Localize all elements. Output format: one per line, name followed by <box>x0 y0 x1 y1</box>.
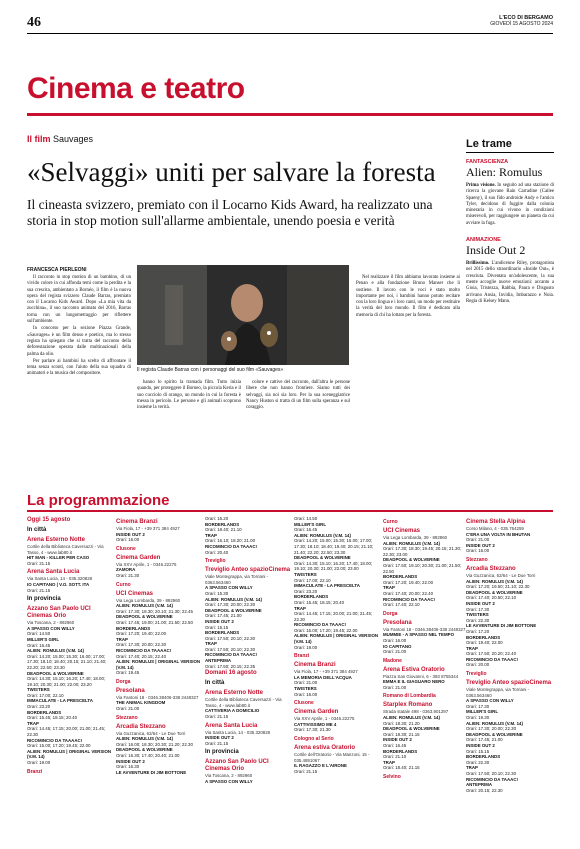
listing-showtimes: Orari: 21.00 <box>383 649 407 655</box>
listing-showtimes: Orari: 17.30; 20.00; 22.30 <box>466 726 517 732</box>
listing-film-title[interactable]: RICOMINCIO DA TAAAC! <box>383 596 435 602</box>
listing-film-title[interactable]: LE AVVENTURE DI JIM BOTTONE <box>116 769 187 775</box>
sidebar-item[interactable] <box>466 159 554 227</box>
listing-film-title[interactable]: A SPASSO CON WILLY <box>27 625 75 631</box>
listing-showtimes: Orari: 16.10; 18.20; 21.00 <box>205 538 256 544</box>
listing-town: Curno <box>383 519 398 525</box>
listing-showtimes: Orari: 19.30 <box>466 715 490 721</box>
photo-image <box>137 265 349 365</box>
listing-film-title[interactable]: IO CAPITANO <box>383 643 412 649</box>
paragraph: Nel realizzare il film abbiamo lavorato insieme ai Penan e alla fondazione Bruno Manser che li sostiene. Il lavoro con le voci è stato molto importante per noi, i bambini hanno potuto recitare con la loro lingua e i loro canti, un modo per restituire la verità del loro mondo. Il film è dedicato alla memoria di chi ha lottato per la foresta. <box>356 275 460 318</box>
listing-film-title[interactable]: TRAP <box>27 720 39 726</box>
sidebar-item-category: ANIMAZIONE <box>466 237 501 244</box>
listing-showtimes: Orari: 14.50 <box>27 631 51 637</box>
article-deck: Il cineasta svizzero, premiato con il Locarno Kids Award, ha realizzato una storia in stop motion sull'allarme ambientale, unendo poesia e verità <box>27 197 433 228</box>
paragraph: hanno lo spirito la tramada film. Tutto inizia quando, per proteggere il Borneo, la piccola Keria e il suo cucciolo di orango, un mondo in cui la foresta è messa in pericolo. Le persone e gli animali scoprono insieme la verità. <box>137 380 241 411</box>
listing-showtimes: Orari: 16.45 <box>27 642 51 648</box>
article-column-4 <box>356 275 460 470</box>
listing-film-title[interactable]: RICOMINCIO DA TAAAAC! <box>27 737 83 743</box>
listing-showtimes: Orari: 14.45; 17.15; 20.00; 21.00; 21.45; 22.30 <box>294 611 373 622</box>
listing-showtimes: Orari: 23.20 <box>294 588 318 594</box>
listing-cinema[interactable]: Treviglio Anteo spazioCinema <box>466 680 552 687</box>
listing-film-title[interactable]: DEADPOOL & WOLVERINE <box>116 614 173 620</box>
listing-town: Dorga <box>116 678 131 685</box>
listing-showtimes: Orari: 17.40; 20.15; 22.40 <box>116 653 167 659</box>
page-header <box>27 15 553 31</box>
listing-film-title[interactable]: ALIEN: ROMULUS | ORIGINAL VERSION (V.M. 14) <box>116 659 201 670</box>
listing-film-title[interactable]: TRAP <box>383 759 395 765</box>
listing-showtimes: Orari: 17.30 <box>466 606 490 612</box>
listing-town: Curno <box>116 581 131 588</box>
listing-address: Via Fiola, 17 - +39 371 384 4927 <box>116 526 180 531</box>
listing-address: Via Santa Lucia, 14 - 035.320828 <box>27 576 93 582</box>
listing-showtimes: Orari: 17.20; 19.40; 22.00 <box>116 631 167 637</box>
listing-town: Dorga <box>383 610 398 617</box>
listing-showtimes: Orari: 14.45; 17.15; 20.00; 21.00; 21.45; 22.30 <box>27 726 106 738</box>
listing-showtimes: Orari: 17.30; 18.30; 19.45; 20.15; 21.30; 22.30; 23.00 <box>383 546 462 557</box>
listing-town: Stezzano <box>116 714 138 721</box>
section-title: Cinema e teatro <box>27 72 245 105</box>
listing-showtimes: Orari: 21.00 <box>466 537 490 543</box>
article-kicker <box>27 134 93 144</box>
listings-column <box>27 516 113 775</box>
listing-film-title[interactable]: LA MEMORIA DELL'ACQUA <box>294 674 352 680</box>
listing-film-title[interactable]: INSIDE OUT 2 <box>466 542 495 548</box>
listing-showtimes: Orari: 17.30 <box>466 703 490 709</box>
listing-showtimes: Orari: 22.30 <box>466 617 490 623</box>
listing-town: Romano di Lombardia <box>383 693 436 700</box>
listing-town: Clusone <box>294 700 314 707</box>
listing-film-title[interactable]: INSIDE OUT 2 <box>205 618 234 624</box>
listing-address: Via Fantoni 18 - 0346.38406-338 2448327 <box>116 694 199 700</box>
listing-film-title[interactable]: DEADPOOL & WOLVERINE <box>383 726 440 732</box>
listing-showtimes: Orari: 15.15 <box>466 748 490 754</box>
listing-film-title[interactable]: BORDERLANDS <box>383 574 418 580</box>
listing-showtimes: Orari: 17.50; 19.10; 20.30; 21.00; 21.50; 22.50 <box>383 562 462 574</box>
listing-film-title[interactable]: DEADPOOL & WOLVERINE <box>205 607 262 613</box>
sidebar-item[interactable] <box>466 237 554 305</box>
listing-address: Corso Milano, 4 - 035.764259 <box>466 526 524 531</box>
listing-showtimes: Orari: 18.30; 21.15 <box>383 731 420 737</box>
listing-film-title[interactable]: RICOMINCIO DA TAAAC! <box>294 622 346 628</box>
listing-showtimes: Orari: 16.45 <box>294 527 318 533</box>
listing-town: Treviglio <box>205 558 226 565</box>
sidebar-heading: Le trame <box>466 138 554 153</box>
listing-address: Viale Montegrappa, via Torriani - 0363.563460 <box>205 574 269 585</box>
listing-showtimes: Orari: 15.45; 18.15; 20.40 <box>27 715 78 721</box>
listing-cinema[interactable]: UCI Cinemas <box>116 590 154 597</box>
listing-showtimes: Orari: 18.40; 21.15 <box>383 765 420 771</box>
listing-cinema[interactable]: Presolana <box>116 687 145 694</box>
listing-address: Via Guzzanica, 62/64 - Le Due Torri <box>466 572 536 578</box>
listing-showtimes: Orari: 16.20 <box>205 516 229 521</box>
listing-film-title[interactable]: DEADPOOL & WOLVERINE <box>294 555 351 561</box>
article-column-1 <box>27 275 131 465</box>
paper-name: L'ECO DI BERGAMO <box>499 15 553 21</box>
listing-region: In provincia <box>27 596 61 603</box>
listing-cinema[interactable]: Treviglio Anteo spazioCinema <box>205 567 291 574</box>
listing-address: Via Fantoni 18 - 0346.38406-338 2448327 <box>383 626 466 632</box>
listing-film-title[interactable]: INSIDE OUT 2 <box>466 600 495 606</box>
listing-showtimes: Orari: 21.15 <box>205 740 229 746</box>
listing-region: In città <box>27 527 47 533</box>
listing-film-title[interactable]: DEADPOOL & WOLVERINE <box>383 557 440 563</box>
listing-film-title[interactable]: ALIEN: ROMULUS (V.M. 14) <box>116 603 173 609</box>
listing-showtimes: Orari: 14.30; 15.10; 16.20; 17.40; 18.00; 19.10; 20.30; 21.00; 22.00; 23.00 <box>294 560 373 572</box>
listing-film-title[interactable]: BORDERLANDS <box>383 748 418 754</box>
listing-address: Cortile dell'Oratorio - Via Manzoni, 15 - 035.4891067 <box>294 752 370 763</box>
listing-showtimes: Orari: 19.00 <box>27 760 51 765</box>
listing-cinema[interactable]: Arena Santa Lucia <box>27 569 80 576</box>
kicker-text: Sauvages <box>53 134 94 144</box>
listing-address: Via Fiola, 17 - +39 371 384 4927 <box>294 669 358 675</box>
listing-town: Branzi <box>294 653 310 660</box>
listing-showtimes: Orari: 17.50; 20.20; 22.40 <box>466 651 517 657</box>
listing-showtimes: Orari: 17.50; 20.10; 22.30 <box>466 770 517 776</box>
listing-address: Via Lega Lombarda, 39 - 892960 <box>383 535 448 540</box>
listing-film-title[interactable]: THE ANIMAL KINGDOM <box>116 700 166 706</box>
listing-address: Via Santa Lucia, 14 - 035.320828 <box>205 729 271 735</box>
listing-showtimes: Orari: 15.30 <box>205 590 229 596</box>
listing-cinema[interactable]: Starplex Romano <box>383 702 433 709</box>
listing-showtimes: Orari: 18.30; 21.20 <box>383 720 420 726</box>
listing-film-title[interactable]: TRAP <box>466 765 478 771</box>
listing-film-title[interactable]: ALIEN: ROMULUS (V.M. 14) <box>466 720 523 726</box>
listing-showtimes: Orari: 18.40; 21.10 <box>205 527 242 533</box>
listing-film-title[interactable]: TRAP <box>205 641 217 647</box>
listing-film-title[interactable]: ANTEPRIMA <box>205 658 232 664</box>
listing-cinema[interactable]: Cinema Garden <box>294 709 339 716</box>
listing-town: Branzi <box>27 768 43 775</box>
listing-film-title[interactable]: BORDERLANDS <box>466 634 501 640</box>
listing-showtimes: Orari: 21.00 <box>294 680 318 686</box>
listing-showtimes: Orari: 21.15 <box>294 768 318 774</box>
listing-film-title[interactable]: TRAP <box>383 585 395 591</box>
listing-cinema[interactable]: Cinema Branzi <box>294 662 336 669</box>
listing-town: Stezzano <box>466 556 488 563</box>
sidebar-item-category: FANTASCIENZA <box>466 159 509 165</box>
listing-film-title[interactable]: TWISTERS <box>466 612 489 618</box>
section-rule <box>27 113 553 116</box>
listing-film-title[interactable]: TWISTERS <box>27 687 50 693</box>
listing-cinema[interactable]: Arena Estiva Oratorio <box>383 666 445 673</box>
listing-film-title[interactable]: BORDERLANDS <box>205 521 240 527</box>
listing-showtimes: Orari: 23.20 <box>27 704 51 710</box>
listing-showtimes: Orari: 21.15 <box>27 587 51 593</box>
listing-showtimes: Orari: 17.50; 20.10; 22.30 <box>205 635 256 641</box>
listing-film-title[interactable]: ALIEN: ROMULUS (V.M. 14) <box>383 540 440 546</box>
listing-film-title[interactable]: MUMMIE - A SPASSO NEL TEMPO <box>383 632 454 638</box>
listing-showtimes: Orari: 17.45; 21.00 <box>205 613 242 619</box>
listing-address: Cortile della Biblioteca Caversazzi - Via Tasso, 4 - www.lab80.it <box>205 697 282 708</box>
listing-showtimes: Orari: 14.30; 15.10; 16.20; 17.40; 18.00; 19.10; 20.30; 21.00; 22.00; 23.20 <box>27 676 106 687</box>
listing-showtimes: Orari: 17.40; 20.50; 22.10 <box>466 595 517 601</box>
listings-column <box>294 516 380 774</box>
listing-showtimes: Orari: 14.20; 15.00; 15.30; 16.00; 17.00; 17.30; 18.10; 18.40; 19.40; 20.15; 21.10; 21.40; 22.20; 22.50; 23.30 <box>294 538 374 555</box>
listing-region: In città <box>205 680 225 687</box>
listing-town: Cologno al Serio <box>294 736 334 742</box>
listing-showtimes: Orari: 21.00 <box>383 684 407 690</box>
sidebar-item-text: L'andicenne Riley, protagonista nel 2015 dello straordinario «Inside Out», è cresciuta. Diventata un'adolescente, la sua mente accoglie nuove emozioni: accanto a Gioia, Tristezza, Rabbia, Paura e Disgusto arrivano Ansia, Invidia, Imbarazzo e Noia. Regia di Kelsey Mann. <box>466 261 554 304</box>
listing-film-title[interactable]: IL RAGAZZO E L'AIRONE <box>294 763 347 769</box>
listing-showtimes: Orari: 19.40; 22.00 <box>466 640 503 646</box>
listing-film-title[interactable]: INSIDE OUT 2 <box>466 743 495 748</box>
listing-film-title[interactable]: ALIEN: ROMULUS (V.M. 14) <box>27 648 84 654</box>
listing-film-title[interactable]: TRAP <box>294 605 306 611</box>
listing-showtimes: Orari: 20.15; 22.30 <box>466 787 503 793</box>
sidebar-item-body <box>466 183 554 227</box>
listing-showtimes: Orari: 21.15 <box>205 714 229 720</box>
listing-film-title[interactable]: RICOMINCIO DA TAAAC! <box>466 656 518 662</box>
listing-showtimes: Orari: 17.00; 22.10 <box>294 577 331 583</box>
listing-film-title[interactable]: INSIDE OUT 2 <box>383 737 412 743</box>
listing-cinema[interactable]: Arena Santa Lucia <box>205 722 258 729</box>
listing-cinema[interactable]: Azzano San Paolo UCI Cinemas Orio <box>27 606 91 620</box>
listing-showtimes: Orari: 17.45; 19.00; 21.00; 21.50; 22.50 <box>116 619 193 625</box>
listing-region: In provincia <box>205 749 239 756</box>
article-photo[interactable] <box>137 265 349 365</box>
listing-cinema[interactable]: Arcadia Stezzano <box>116 723 166 730</box>
listing-film-title[interactable]: TWISTERS <box>294 571 317 577</box>
listing-showtimes: Orari: 14.20; 15.00; 15.30; 16.00; 17.00; 17.30; 18.10; 18.40; 20.15; 21.10; 21.40; 22.20; 22.50; 23.30 <box>27 653 107 670</box>
listing-film-title[interactable]: A SPASSO CON WILLY <box>466 698 514 704</box>
listing-cinema[interactable]: Arena Esterno Notte <box>27 537 86 543</box>
listing-cinema[interactable]: Cinema Stella Alpina <box>466 519 526 525</box>
listing-showtimes: Orari: 20.40 <box>205 549 229 555</box>
sidebar-item-lead: Prima visione. <box>466 183 496 188</box>
listing-film-title[interactable]: DEADPOOL & WOLVERINE <box>466 731 523 737</box>
listing-film-title[interactable]: ANTEPRIMA <box>466 782 493 788</box>
listing-address: Via Toscana, 2 - 892960 <box>205 773 253 779</box>
listing-film-title[interactable]: BORDERLANDS <box>116 625 151 631</box>
listing-film-title[interactable]: MILLER'S GIRL <box>27 636 60 642</box>
listing-film-title[interactable]: CATTIVISSIMO ME 4 <box>294 721 337 727</box>
listing-address: Via XXV Aprile, 1 - 0346.22275 <box>294 716 355 722</box>
sidebar-item-title[interactable]: Inside Out 2 <box>466 243 526 258</box>
header-rule <box>27 33 553 34</box>
listing-showtimes: Orari: 17.50; 20.15; 22.35 <box>205 663 256 669</box>
listing-showtimes: Orari: 21.00 <box>116 706 140 712</box>
listing-film-title[interactable]: CATTIVERIA A DOMICILIO <box>205 708 260 714</box>
listing-film-title[interactable]: ZAMORA <box>116 567 136 573</box>
listing-film-title[interactable]: A SPASSO CON WILLY <box>205 585 253 591</box>
page-number: 46 <box>27 15 41 30</box>
listings-column <box>466 516 552 793</box>
listing-address: Via Toscana, 2 - 892960 <box>27 620 75 626</box>
listing-film-title[interactable]: DEADPOOL & WOLVERINE <box>116 747 173 753</box>
listing-town: Treviglio <box>466 671 487 678</box>
listing-showtimes: Orari: 17.20; 19.50; 21.10; 22.30 <box>466 584 530 590</box>
listing-showtimes: Orari: 17.40; 22.10 <box>383 602 420 608</box>
listing-film-title[interactable]: RICOMINCIO DA TAAAAC! <box>116 647 172 653</box>
listing-film-title[interactable]: ALIEN: ROMULUS (V.M. 14) <box>294 532 351 538</box>
listing-showtimes: Orari: 15.15 <box>205 624 229 630</box>
listings-title: La programmazione <box>27 492 170 509</box>
listing-film-title[interactable]: IMMACULATE - LA PRESCELTA <box>294 583 360 589</box>
article-column-3 <box>246 380 350 470</box>
listing-address: Via XXV Aprile, 1 - 0346.22275 <box>116 561 177 567</box>
listing-film-title[interactable]: BORDERLANDS <box>205 630 240 636</box>
sidebar-item-title[interactable]: Alien: Romulus <box>466 165 543 179</box>
listing-film-title[interactable]: DEADPOOL & WOLVERINE <box>466 589 523 595</box>
listing-showtimes: Orari: 15.00; 17.20; 19.45; 22.00 <box>294 627 358 633</box>
listing-film-title[interactable]: TRAP <box>116 636 128 642</box>
photo-caption: Il regista Claude Barras con i personaggi del suo film «Sauvages» <box>137 367 284 373</box>
listing-film-title[interactable]: RICOMINCIO DA TAAAC! <box>205 652 257 658</box>
listing-film-title[interactable]: RICOMINCIO DA TAAAC! <box>205 543 257 549</box>
sidebar-item-body <box>466 261 554 305</box>
listing-showtimes: Orari: 15.00; 17.20; 19.45; 22.00 <box>27 743 91 749</box>
article-headline[interactable]: «Selvaggi» uniti per salvare la foresta <box>27 157 436 187</box>
listing-town: Madone <box>383 657 402 664</box>
listings-column <box>205 516 291 785</box>
listing-cinema[interactable]: Arena estiva Oratorio <box>294 745 356 751</box>
listing-film-title[interactable]: IMMACULATE - LA PRESCELTA <box>27 698 93 704</box>
listing-film-title[interactable]: INSIDE OUT 2 <box>116 758 145 764</box>
listing-film-title[interactable]: RICOMINCIO DA TAAAC! <box>466 776 518 782</box>
listing-town: Selvino <box>383 774 401 780</box>
listing-address: Via Lega Lombarda, 39 - 892960 <box>116 597 181 603</box>
listing-film-title[interactable]: BORDERLANDS <box>466 754 501 760</box>
listing-cinema[interactable]: UCI Cinemas <box>383 528 421 534</box>
listing-showtimes: Orari: 17.30; 20.00; 22.30 <box>116 642 167 648</box>
listings-column <box>116 516 202 775</box>
listing-showtimes: Orari: 22.30 <box>466 759 490 765</box>
listing-film-title[interactable]: IO CAPITANO | V.O. SOTT. ITA <box>27 581 90 587</box>
listing-cinema[interactable]: Cinema Branzi <box>116 519 158 525</box>
listing-showtimes: Orari: 21.10 <box>383 754 407 760</box>
listing-showtimes: Orari: 19.00 <box>294 644 318 650</box>
listing-showtimes: Orari: 17.50; 20.10; 22.30 <box>205 646 256 652</box>
listing-cinema[interactable]: Azzano San Paolo UCI Cinemas Orio <box>205 759 269 773</box>
listing-showtimes: Orari: 16.00 <box>116 537 140 543</box>
paragraph: Per parlare ai bambini ha scelto di affrontare il tema senza sconti, con l'aiuto della sua squadra di animatori e la musica del compositore. <box>27 358 131 377</box>
listing-address: Strada statale 498 - 0363.901297 <box>383 709 449 715</box>
listing-showtimes: Orari: 16.45 <box>383 743 407 749</box>
listing-film-title[interactable]: ALIEN: ROMULUS | ORIGINAL VERSION (V.M. 14) <box>294 633 379 645</box>
listing-showtimes: Orari: 16.30; 17.40; 20.40; 21.00 <box>116 753 180 759</box>
listing-film-title[interactable]: MILLER'S GIRL <box>466 709 499 715</box>
listing-showtimes: Orari: 14.50 <box>294 516 318 521</box>
listing-showtimes: Orari: 20.00 <box>466 662 490 668</box>
listing-film-title[interactable]: ALIEN: ROMULUS (V.M. 14) <box>466 578 523 584</box>
listing-film-title[interactable]: DEADPOOL & WOLVERINE <box>27 670 84 676</box>
paragraph: In concorso per la sezione Piazza Grande, «Sauvages» è un film denso e poetico, ma lo stesso regista ha spiegato che si tratta del racconto della deforestazione operata dalle multinazionali della palma da olio. <box>27 326 131 357</box>
listing-film-title[interactable]: TWISTERS <box>294 686 317 692</box>
listings-rule <box>27 510 553 512</box>
listing-film-title[interactable]: HIT MAN - KILLER PER CASO <box>27 555 90 561</box>
listing-town: Clusone <box>116 545 136 552</box>
sidebar-item-lead: Brillissimo. <box>466 261 490 267</box>
listing-showtimes: Orari: 17.45; 21.00 <box>466 737 503 743</box>
masthead <box>490 15 553 27</box>
listing-cinema[interactable]: Arcadia Stezzano <box>466 565 516 572</box>
listing-showtimes: Orari: 17.30; 20.00; 22.30 <box>205 602 256 608</box>
listing-showtimes: Orari: 17.30; 21.30 <box>294 727 331 733</box>
paragraph: colore e cattive del racconto, dall'altra le persone libere che non hanno frontiere. Siamo tutti dei selvaggi, sia noi sia loro. Per la sua sceneggiatrice Nancy Huston si tratta di un film sulla speranza e sul coraggio. <box>246 380 350 411</box>
article-column-2 <box>137 380 241 470</box>
listing-showtimes: Orari: 21.15 <box>27 560 51 566</box>
issue-date: GIOVEDÌ 15 AGOSTO 2024 <box>490 21 553 27</box>
listing-film-title[interactable]: EMMA E IL GIAGUARO NERO <box>383 679 445 685</box>
paragraph: Il racconto in stop motion di un bambino, di un vivido colore in cui affonda temi come la perdita e la sua crescita, ambientato a Bornéo, il film è la nuova opera del regista svizzero Claude Barras, premiato con il Locarno Kids Award. Dopo «La mia vita da zucchina», il suo racconto animato del 2016, Barras torna con un lungometraggio per riflettere sull'ambiente. <box>27 275 131 325</box>
plots-sidebar <box>466 138 554 305</box>
listing-showtimes: Orari: 16.00; 18.30; 20.30; 21.20; 22.30 <box>116 741 193 747</box>
listing-showtimes: Orari: 17.20; 19.40; 22.00 <box>383 579 434 585</box>
listing-film-title[interactable]: TRAP <box>205 532 217 538</box>
listing-showtimes: Orari: 17.40; 20.00; 22.40 <box>383 590 434 596</box>
listing-showtimes: Orari: 17.00; 22.10 <box>27 692 64 698</box>
sidebar-item-text: In seguito ad una stazione di ricerca la giovane Rain Carradine (Cailee Spaeny), il suo fido androide Andy e l'amico Tyler, decidono di fuggire dalla colonia mineraria in cui vivono in condizioni miserevoli, per raggiungere un pianeta da cui avviare la fuga. <box>466 183 554 226</box>
kicker-tag: Il film <box>27 134 51 144</box>
listing-film-title[interactable]: INSIDE OUT 2 <box>205 735 234 741</box>
listing-film-title[interactable]: MILLER'S GIRL <box>294 521 327 527</box>
listing-cinema[interactable]: Arena Esterno Notte <box>205 690 264 697</box>
listing-film-title[interactable]: C'ERA UNA VOLTA IN BHUTAN <box>466 531 531 537</box>
listing-showtimes: Orari: 15.45; 18.15; 20.40 <box>294 599 345 605</box>
listing-date: Oggi 15 agosto <box>27 517 71 523</box>
listing-address: Via Guzzanica, 62/64 - Le Due Torri <box>116 730 186 736</box>
listing-film-title[interactable]: ALIEN: ROMULUS (V.M. 14) <box>383 715 440 721</box>
listing-showtimes: Orari: 17.20 <box>466 628 490 634</box>
listing-date: Domani 16 agosto <box>205 670 257 677</box>
listing-showtimes: Orari: 17.30; 18.30; 20.10; 21.30; 22.45 <box>116 608 193 614</box>
listing-cinema[interactable]: Presolana <box>383 619 412 626</box>
listing-film-title[interactable]: BORDERLANDS <box>294 594 329 600</box>
listing-address: Piazza San Giovanni, 6 - 393 8755344 <box>383 673 459 679</box>
listing-cinema[interactable]: Cinema Garden <box>116 554 161 561</box>
listing-film-title[interactable]: LE AVVENTURE DI JIM BOTTONE <box>466 623 537 629</box>
listing-showtimes: Orari: 16.00 <box>294 691 318 697</box>
listing-film-title[interactable]: ALIEN: ROMULUS (V.M. 14) <box>205 596 262 602</box>
listing-address: Cortile della Biblioteca Caversazzi - Via Tasso, 4 - www.lab80.it <box>27 544 104 555</box>
article-byline: FRANCESCA PIERLEONI <box>27 267 87 273</box>
listing-film-title[interactable]: INSIDE OUT 2 <box>116 531 145 537</box>
listing-film-title[interactable]: ALIEN: ROMULUS (V.M. 14) <box>116 736 173 742</box>
listing-film-title[interactable]: ALIEN: ROMULUS | ORIGINAL VERSION (V.M. 14) <box>27 748 112 760</box>
listing-film-title[interactable]: A SPASSO CON WILLY <box>205 779 253 784</box>
listing-showtimes: Orari: 16.00 <box>466 548 490 554</box>
listing-showtimes: Orari: 21.30 <box>116 572 140 578</box>
listing-film-title[interactable]: TRAP <box>466 645 478 651</box>
listing-address: Viale Montegrappa, via Torriani - 0363.563460 <box>466 687 530 698</box>
listing-film-title[interactable]: BORDERLANDS <box>27 709 62 715</box>
listing-showtimes: Orari: 19.45 <box>116 670 140 676</box>
listing-showtimes: Orari: 16.00 <box>383 637 407 643</box>
listing-showtimes: Orari: 16.30 <box>116 764 140 770</box>
listings-column <box>383 516 469 780</box>
